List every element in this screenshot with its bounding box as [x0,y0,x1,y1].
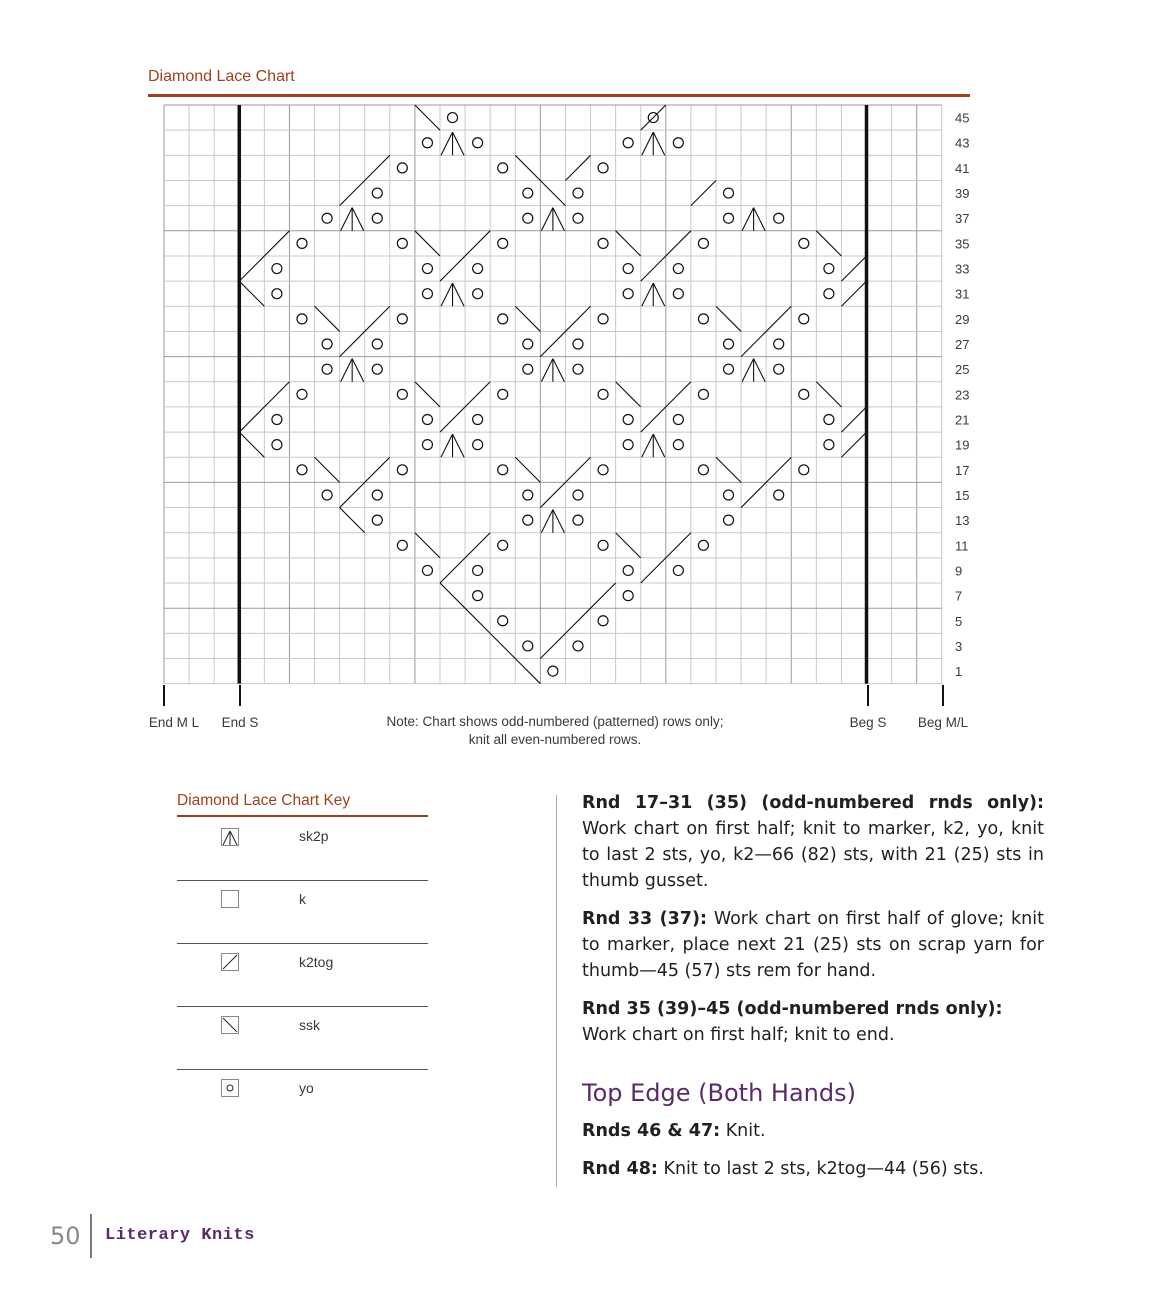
yo-symbol [598,238,608,248]
k2tog-symbol [841,256,866,281]
row-label: 29 [955,311,970,327]
row-label: 35 [955,236,970,252]
yo-symbol [623,415,633,425]
yo-symbol [422,440,432,450]
k2tog-symbol [239,407,264,432]
yo-symbol [372,339,382,349]
ssk-symbol [616,382,641,407]
yo-symbol [297,465,307,475]
yo-symbol [824,440,834,450]
yo-symbol [698,540,708,550]
ssk-symbol [415,533,440,558]
chart-note-line2: knit all even-numbered rows. [468,732,642,747]
instruction-text: Knit. [720,1121,766,1141]
sk2p-symbol [541,208,564,231]
yo-symbol [724,339,734,349]
yo-symbol [297,389,307,399]
yo-symbol [523,490,533,500]
k2tog-symbol [565,457,590,482]
yo-symbol [673,289,683,299]
yo-symbol [824,289,834,299]
key-row-ssk [177,1006,428,1070]
k2tog-symbol [565,306,590,331]
k2tog-symbol [741,482,766,507]
marker-label: Beg M/L [917,715,969,730]
ssk-symbol [490,633,515,658]
yo-symbol [598,540,608,550]
yo-symbol [422,415,432,425]
k2tog-symbol [691,180,716,205]
yo-symbol [724,213,734,223]
yo-symbol [573,515,583,525]
k2tog-symbol [741,331,766,356]
instruction-label: Rnds 46 & 47: [582,1121,721,1141]
k2tog-symbol [340,331,365,356]
yo-symbol [473,289,483,299]
yo-symbol [673,415,683,425]
row-label: 19 [955,437,970,453]
k2tog-symbol [666,382,691,407]
yo-symbol [498,163,508,173]
key-row-sk2p [177,817,428,881]
yo-symbol [523,188,533,198]
ssk-symbol [540,180,565,205]
marker-label: End M L [148,715,200,730]
row-label: 17 [955,462,970,478]
yo-symbol [272,440,282,450]
yo-symbol [498,238,508,248]
k2tog-symbol [340,482,365,507]
row-label: 33 [955,261,970,277]
k2tog-symbol [766,457,791,482]
sk2p-symbol [341,359,364,382]
sk2p-symbol [541,359,564,382]
yo-symbol [498,465,508,475]
ssk-symbol [340,508,365,533]
yo-symbol [698,314,708,324]
yo-symbol [774,364,784,374]
sk2p-icon [221,828,239,846]
k2tog-symbol [666,533,691,558]
column-divider [556,795,557,1187]
row-label: 9 [955,563,963,579]
row-label: 23 [955,387,970,403]
yo-symbol [397,540,407,550]
row-label: 37 [955,211,970,227]
k2tog-symbol [766,306,791,331]
k2tog-symbol [666,231,691,256]
yo-symbol [322,339,332,349]
k2tog-symbol [365,457,390,482]
yo-symbol [523,515,533,525]
row-label: 43 [955,135,970,151]
sk2p-symbol [642,434,665,457]
k2tog-symbol [540,482,565,507]
yo-symbol [372,213,382,223]
sk2p-symbol [441,434,464,457]
k2tog-symbol [841,432,866,457]
yo-symbol [573,188,583,198]
yo-symbol [422,138,432,148]
yo-symbol [397,389,407,399]
yo-symbol [422,264,432,274]
instruction-label: Rnd 33 (37): [582,909,707,929]
yo-symbol [498,616,508,626]
yo-symbol [397,163,407,173]
k2tog-symbol [440,558,465,583]
ssk-symbol [816,382,841,407]
chart-note-line1: Note: Chart shows odd-numbered (patterned) rows only; [386,714,724,729]
row-label: 31 [955,286,970,302]
yo-symbol [824,415,834,425]
yo-symbol [698,389,708,399]
yo-symbol [799,389,809,399]
ssk-symbol [415,382,440,407]
ssk-symbol [239,281,264,306]
sk2p-symbol [642,132,665,155]
sk2p-symbol [341,208,364,231]
yo-symbol [397,465,407,475]
yo-symbol [372,515,382,525]
k2tog-symbol [641,256,666,281]
ssk-symbol [515,659,540,684]
instruction-rnd-48 [582,1156,1044,1182]
key-row-knit [177,880,428,944]
instruction-text: Work chart on first half; knit to marker, k2, yo, knit to last 2 sts, yo, k2—66 (82) sts, with 21 (25) sts in thumb gusset. [582,819,1044,891]
yo-symbol [498,540,508,550]
instruction-label: Rnd 17–31 (35) (odd-numbered rnds only): [582,793,1044,813]
instruction-rnds-46-47 [582,1118,1044,1144]
key-label-yo: yo [299,1080,314,1096]
row-labels [955,111,969,680]
yo-symbol [623,440,633,450]
row-label: 25 [955,362,970,378]
yo-symbol [673,440,683,450]
yo-symbol [272,289,282,299]
yo-symbol [774,490,784,500]
marker-label: End S [221,715,259,730]
sk2p-symbol [742,208,765,231]
k2tog-symbol [540,633,565,658]
yo-symbol [422,289,432,299]
sk2p-symbol [642,283,665,306]
row-label: 7 [955,588,963,604]
k2tog-symbol [641,407,666,432]
k2tog-symbol [465,533,490,558]
yo-symbol [573,490,583,500]
yo-symbol [598,163,608,173]
ssk-symbol [515,457,540,482]
yo-symbol [473,415,483,425]
k2tog-symbol [540,331,565,356]
key-row-k2tog [177,943,428,1007]
sk2p-symbol [441,283,464,306]
marker-label: Beg S [849,715,887,730]
k2tog-symbol [239,256,264,281]
sk2p-symbol [541,510,564,533]
k2tog-symbol [565,155,590,180]
k2tog-symbol [440,256,465,281]
sk2p-symbol [441,132,464,155]
yo-symbol [598,465,608,475]
k2tog-symbol [440,407,465,432]
ssk-icon [221,1016,239,1034]
yo-symbol [799,465,809,475]
yo-symbol [623,138,633,148]
instruction-rnd-35-45 [582,996,1044,1048]
sk2p-symbol [742,359,765,382]
chart-symbols [239,105,866,684]
yo-symbol [548,666,558,676]
ssk-symbol [415,105,440,130]
yo-symbol [673,138,683,148]
yo-symbol [724,515,734,525]
yo-symbol [523,364,533,374]
yo-symbol [774,339,784,349]
key-label-ssk: ssk [299,1017,320,1033]
k2tog-symbol [264,231,289,256]
yo-symbol [523,641,533,651]
chart-title: Diamond Lace Chart [148,68,295,85]
ssk-symbol [716,457,741,482]
yo-symbol [473,591,483,601]
yo-symbol [422,565,432,575]
yo-symbol [523,339,533,349]
yo-symbol [473,264,483,274]
instruction-text: Work chart on first half of glove; knit to marker, place next 21 (25) sts on scrap yarn for thumb—45 (57) sts rem for hand. [582,909,1044,981]
ssk-symbol [515,306,540,331]
footer-divider [90,1214,92,1258]
key-row-yo [177,1069,428,1132]
yo-symbol [724,490,734,500]
yo-symbol [799,314,809,324]
yo-symbol [799,238,809,248]
instruction-rnd-33 [582,906,1044,984]
k2tog-symbol [641,105,666,130]
k2tog-symbol [365,155,390,180]
row-label: 41 [955,160,970,176]
book-title: Literary Knits [105,1226,255,1245]
k2tog-symbol [465,382,490,407]
yo-symbol [573,213,583,223]
section-heading-top-edge: Top Edge (Both Hands) [582,1079,856,1107]
yo-symbol [724,188,734,198]
k2tog-symbol [841,281,866,306]
yo-symbol [698,465,708,475]
yo-symbol [297,238,307,248]
key-title: Diamond Lace Chart Key [177,792,351,809]
ssk-symbol [616,533,641,558]
instruction-rnd-17-31 [582,790,1044,894]
ssk-symbol [816,231,841,256]
yo-symbol [523,213,533,223]
yo-symbol [372,364,382,374]
row-label: 15 [955,487,970,503]
k2tog-icon [221,953,239,971]
yo-symbol [272,264,282,274]
yo-symbol [623,289,633,299]
yo-symbol [448,113,458,123]
ssk-symbol [315,306,340,331]
row-label: 11 [955,538,969,554]
yo-symbol [473,138,483,148]
yo-symbol [397,238,407,248]
yo-symbol [272,415,282,425]
yo-symbol [598,389,608,399]
instruction-label: Rnd 48: [582,1159,658,1179]
ssk-symbol [465,608,490,633]
k2tog-symbol [264,382,289,407]
yo-symbol [623,591,633,601]
yo-symbol [297,314,307,324]
yo-symbol [673,565,683,575]
k2tog-symbol [591,583,616,608]
k2tog-symbol [365,306,390,331]
row-label: 21 [955,412,970,428]
ssk-symbol [616,231,641,256]
ssk-symbol [315,457,340,482]
row-label: 45 [955,110,970,126]
k2tog-symbol [340,180,365,205]
row-label: 5 [955,613,963,629]
yo-symbol [498,314,508,324]
yo-symbol [698,238,708,248]
row-label: 39 [955,186,970,202]
chart-note [330,713,780,747]
yo-icon [221,1079,239,1097]
yo-symbol [623,264,633,274]
yo-symbol [322,213,332,223]
row-label: 27 [955,337,970,353]
yo-symbol [724,364,734,374]
k2tog-symbol [465,231,490,256]
ssk-symbol [239,432,264,457]
chart-grid [164,105,942,684]
yo-symbol [498,389,508,399]
yo-symbol [473,440,483,450]
yo-symbol [573,641,583,651]
yo-symbol [397,314,407,324]
row-label: 3 [955,638,963,654]
yo-symbol [774,213,784,223]
yo-symbol [573,339,583,349]
yo-symbol [473,565,483,575]
yo-symbol [322,490,332,500]
yo-symbol [598,616,608,626]
key-label-k2tog: k2tog [299,954,334,970]
key-label-sk2p: sk2p [299,828,329,844]
instructions-column [582,790,1044,1194]
yo-symbol [598,314,608,324]
yo-symbol [573,364,583,374]
k2tog-symbol [841,407,866,432]
instruction-label: Rnd 35 (39)–45 (odd-numbered rnds only): [582,999,1003,1019]
yo-symbol [673,264,683,274]
ssk-symbol [515,155,540,180]
ssk-symbol [415,231,440,256]
ssk-symbol [716,306,741,331]
key-label-knit: k [299,891,306,907]
instruction-text: Work chart on first half; knit to end. [582,1025,895,1045]
row-label: 1 [955,664,963,680]
yo-symbol [372,490,382,500]
yo-symbol [322,364,332,374]
ssk-symbol [440,583,465,608]
yo-symbol [372,188,382,198]
yo-symbol [824,264,834,274]
page-number: 50 [50,1222,81,1250]
yo-symbol [623,565,633,575]
instruction-text: Knit to last 2 sts, k2tog—44 (56) sts. [657,1159,984,1179]
k2tog-symbol [641,558,666,583]
row-label: 13 [955,513,970,529]
k2tog-symbol [565,608,590,633]
knit-icon [221,890,239,908]
